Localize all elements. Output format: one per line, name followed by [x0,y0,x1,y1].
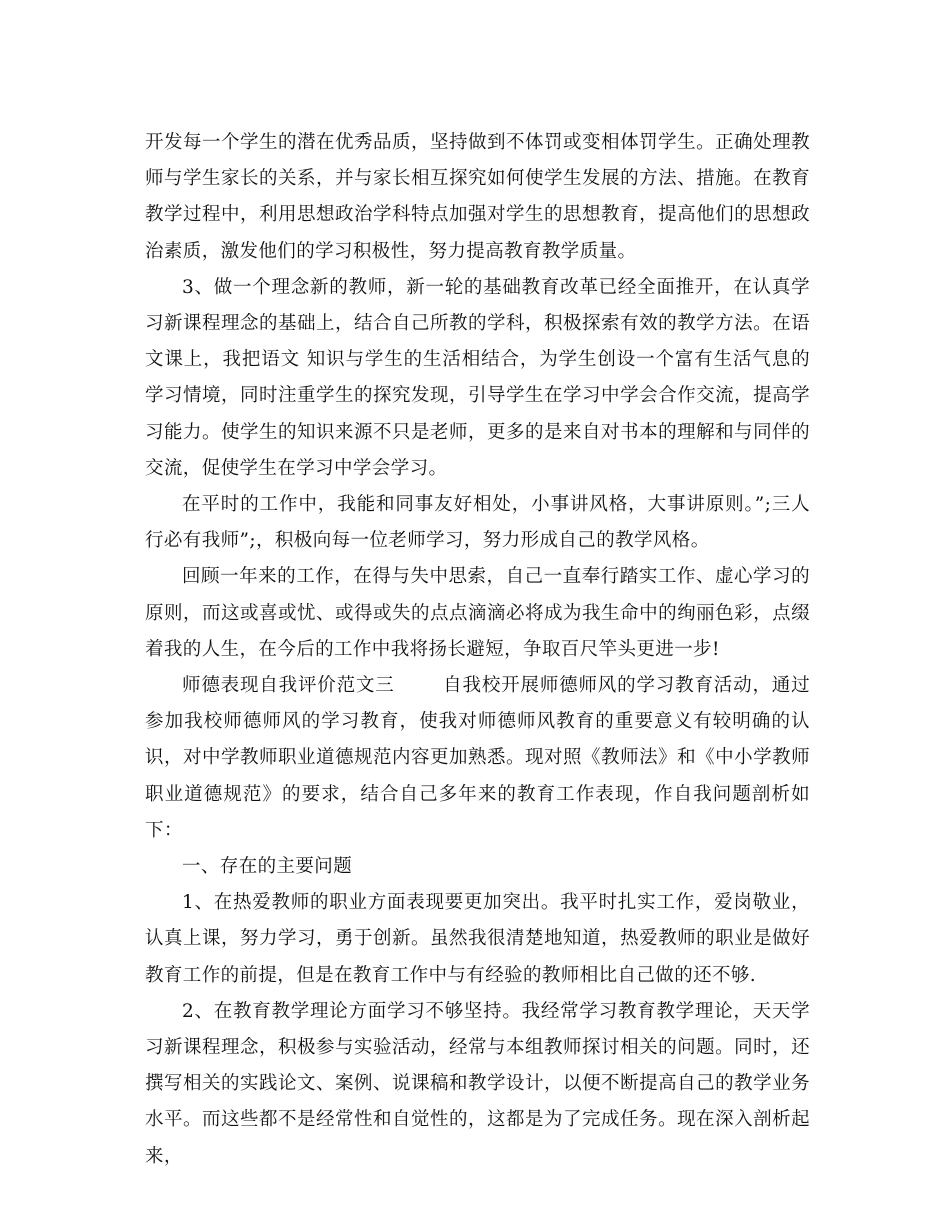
paragraph-5 [145,668,810,849]
paragraph-2: 3、做一个理念新的教师，新一轮的基础教育改革已经全面推开，在认真学习新课程理念的基础上，结合自己所教的学科，积极探索有效的教学方法。在语文课上，我把语文 知识与学生的生活相结合，为学生创设一个富有生活气息的学习情境，同时注重学生的探究发现，引导学生在学习中学会合作交流，提高学习能力。使学生的知识来源不只是老师，更多的是来自对书本的理解和与同伴的交流，促使学生在学习中学会学习。 [145,276,810,479]
paragraph-1: 开发每一个学生的潜在优秀品质，坚持做到不体罚或变相体罚学生。正确处理教师与学生家长的关系，并与家长相互探究如何使学生发展的方法、措施。在教育教学过程中，利用思想政治学科特点加强对学生的思想教育，提高他们的思想政治素质，激发他们的学习积极性，努力提高教育教学质量。 [145,132,810,262]
document-body [145,125,810,1175]
section-heading: 师德表现自我评价范文三 [182,675,395,697]
paragraph-7: 1、在热爱教师的职业方面表现要更加突出。我平时扎实工作，爱岗敬业，认真上课，努力学习，勇于创新。虽然我很清楚地知道，热爱教师的职业是做好教育工作的前提，但是在教育工作中与有经验的教师相比自己做的还不够. [145,892,810,986]
paragraph-4: 回顾一年来的工作，在得与失中思索，自己一直奉行踏实工作、虚心学习的原则，而这或喜或忧、或得或失的点点滴滴必将成为我生命中的绚丽色彩，点缀着我的人生，在今后的工作中我将扬长避短，争取百尺竿头更进一步! [145,566,810,660]
paragraph-3: 在平时的工作中，我能和同事友好相处，小事讲风格，大事讲原则。”;三人行必有我师”;，积极向每一位老师学习，努力形成自己的教学风格。 [145,494,810,552]
paragraph-8: 2、在教育教学理论方面学习不够坚持。我经常学习教育教学理论，天天学习新课程理念，积极参与实验活动，经常与本组教师探讨相关的问题。同时，还撰写相关的实践论文、案例、说课稿和教学设计，以便不断提高自己的教学业务水平。而这些都不是经常性和自觉性的，这都是为了完成任务。现在深入剖析起来， [145,1000,810,1167]
section-intro-text: 自我校开展师德师风的学习教育活动，通过参加我校师德师风的学习教育，使我对师德师风教育的重要意义有较明确的认识，对中学教师职业道德规范内容更加熟悉。现对照《教师法》和《中小学教师职业道德规范》的要求，结合自己多年来的教育工作表现，作自我问题剖析如下： [145,675,811,841]
paragraph-6: 一、存在的主要问题 [182,856,353,878]
